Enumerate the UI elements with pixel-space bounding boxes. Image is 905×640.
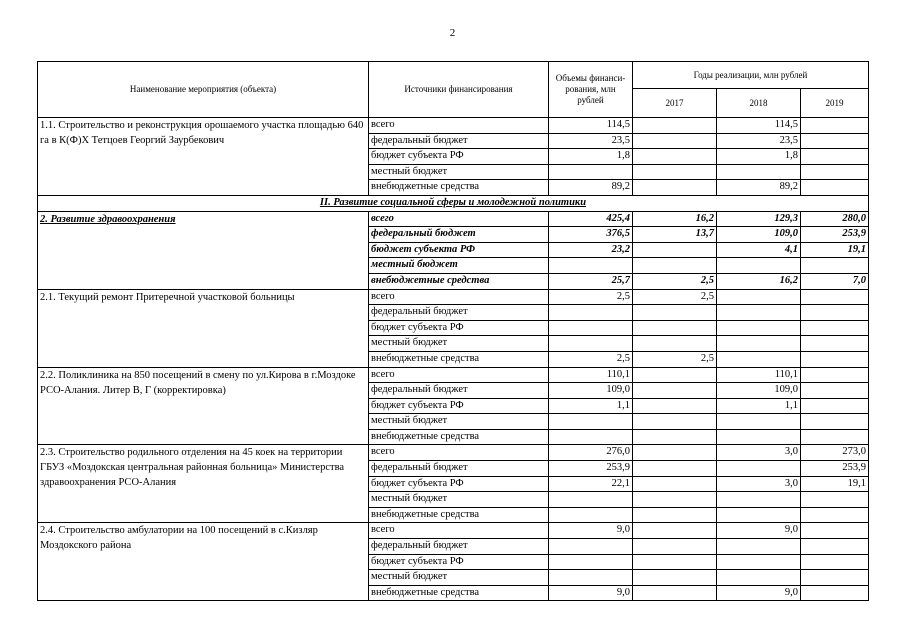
funding-source: федеральный бюджет (369, 461, 549, 477)
value-y2018: 4,1 (717, 242, 801, 258)
header-row (38, 62, 869, 89)
value-y2018 (717, 554, 801, 570)
funding-source: внебюджетные средства (369, 180, 549, 196)
value-y2019 (801, 118, 869, 134)
funding-source: всего (369, 445, 549, 461)
value-total: 22,1 (549, 476, 633, 492)
value-y2019 (801, 398, 869, 414)
value-y2018 (717, 507, 801, 523)
measure-name: 2. Развитие здравоохранения (38, 211, 369, 289)
value-y2018 (717, 492, 801, 508)
funding-source: бюджет субъекта РФ (369, 320, 549, 336)
value-y2017 (633, 149, 717, 165)
value-total: 23,5 (549, 133, 633, 149)
header-year-2019: 2019 (801, 89, 869, 118)
funding-source: всего (369, 211, 549, 227)
value-y2017 (633, 133, 717, 149)
value-y2018: 89,2 (717, 180, 801, 196)
value-y2018 (717, 539, 801, 555)
funding-source: местный бюджет (369, 336, 549, 352)
value-y2018 (717, 461, 801, 477)
value-y2018 (717, 570, 801, 586)
funding-source: бюджет субъекта РФ (369, 554, 549, 570)
funding-source: местный бюджет (369, 258, 549, 274)
funding-source: бюджет субъекта РФ (369, 476, 549, 492)
value-y2019 (801, 507, 869, 523)
value-y2019 (801, 429, 869, 445)
value-y2019: 273,0 (801, 445, 869, 461)
funding-source: федеральный бюджет (369, 383, 549, 399)
value-y2018: 1,1 (717, 398, 801, 414)
table-row (38, 367, 869, 383)
value-y2018 (717, 414, 801, 430)
table-row (38, 289, 869, 305)
value-y2019 (801, 258, 869, 274)
funding-source: внебюджетные средства (369, 507, 549, 523)
header-year-2018: 2018 (717, 89, 801, 118)
funding-source: бюджет субъекта РФ (369, 242, 549, 258)
value-total (549, 539, 633, 555)
value-y2017: 2,5 (633, 289, 717, 305)
value-y2019 (801, 336, 869, 352)
value-total: 2,5 (549, 289, 633, 305)
value-y2019 (801, 585, 869, 601)
value-y2018: 129,3 (717, 211, 801, 227)
measure-name: 2.4. Строительство амбулатории на 100 посещений в с.Кизляр Моздокского района (38, 523, 369, 601)
funding-source: внебюджетные средства (369, 585, 549, 601)
value-y2017 (633, 476, 717, 492)
value-y2018 (717, 336, 801, 352)
value-y2019 (801, 180, 869, 196)
funding-source: всего (369, 118, 549, 134)
value-total: 1,1 (549, 398, 633, 414)
value-y2018 (717, 258, 801, 274)
value-y2019: 253,9 (801, 227, 869, 243)
value-y2018: 109,0 (717, 383, 801, 399)
value-y2019: 19,1 (801, 242, 869, 258)
value-total: 110,1 (549, 367, 633, 383)
table-body (38, 62, 869, 601)
funding-source: местный бюджет (369, 570, 549, 586)
value-y2019 (801, 351, 869, 367)
value-total: 25,7 (549, 273, 633, 289)
funding-source: всего (369, 289, 549, 305)
value-y2018 (717, 164, 801, 180)
measure-name: 2.3. Строительство родильного отделения на 45 коек на территории ГБУЗ «Моздокская центральная районная больница» Министерства здравоохранения РСО-Алания (38, 445, 369, 523)
value-y2017 (633, 461, 717, 477)
value-total (549, 570, 633, 586)
value-y2019 (801, 149, 869, 165)
value-y2018: 9,0 (717, 523, 801, 539)
funding-source: бюджет субъекта РФ (369, 149, 549, 165)
value-y2019 (801, 164, 869, 180)
value-y2017 (633, 180, 717, 196)
table-row (38, 118, 869, 134)
value-y2017 (633, 492, 717, 508)
value-total: 253,9 (549, 461, 633, 477)
measure-name: 2.2. Поликлиника на 850 посещений в смену по ул.Кирова в г.Моздоке РСО-Алания. Литер В, Г (корректировка) (38, 367, 369, 445)
value-y2018 (717, 320, 801, 336)
funding-source: внебюджетные средства (369, 351, 549, 367)
value-y2018: 16,2 (717, 273, 801, 289)
value-total (549, 305, 633, 321)
funding-source: внебюджетные средства (369, 273, 549, 289)
funding-source: местный бюджет (369, 492, 549, 508)
value-total: 376,5 (549, 227, 633, 243)
value-y2017 (633, 585, 717, 601)
header-volume: Объемы финанси-рования, млн рублей (549, 62, 633, 118)
value-y2018: 110,1 (717, 367, 801, 383)
value-y2017 (633, 554, 717, 570)
value-y2018 (717, 305, 801, 321)
value-y2019: 253,9 (801, 461, 869, 477)
value-total (549, 320, 633, 336)
value-y2018: 109,0 (717, 227, 801, 243)
funding-source: местный бюджет (369, 414, 549, 430)
value-y2017 (633, 258, 717, 274)
value-y2017 (633, 429, 717, 445)
value-total: 425,4 (549, 211, 633, 227)
value-y2018: 3,0 (717, 476, 801, 492)
value-y2017 (633, 445, 717, 461)
value-y2017 (633, 523, 717, 539)
value-y2019 (801, 305, 869, 321)
section-title: II. Развитие социальной сферы и молодежной политики (38, 195, 869, 211)
value-y2017 (633, 336, 717, 352)
funding-source: всего (369, 367, 549, 383)
funding-source: федеральный бюджет (369, 227, 549, 243)
value-y2019 (801, 133, 869, 149)
value-y2018: 3,0 (717, 445, 801, 461)
funding-source: местный бюджет (369, 164, 549, 180)
value-y2017: 2,5 (633, 273, 717, 289)
value-y2019 (801, 554, 869, 570)
value-y2019: 280,0 (801, 211, 869, 227)
funding-source: федеральный бюджет (369, 305, 549, 321)
section-row (38, 195, 869, 211)
value-y2019 (801, 523, 869, 539)
value-total: 89,2 (549, 180, 633, 196)
value-y2019 (801, 414, 869, 430)
value-y2019 (801, 570, 869, 586)
value-y2019 (801, 367, 869, 383)
header-name: Наименование мероприятия (объекта) (38, 62, 369, 118)
value-y2017 (633, 570, 717, 586)
value-y2019 (801, 320, 869, 336)
value-total (549, 507, 633, 523)
value-total (549, 429, 633, 445)
value-y2019 (801, 492, 869, 508)
funding-source: бюджет субъекта РФ (369, 398, 549, 414)
value-y2019: 19,1 (801, 476, 869, 492)
value-total: 9,0 (549, 585, 633, 601)
measure-name: 1.1. Строительство и реконструкция орошаемого участка площадью 640 га в К(Ф)Х Тетцоев Георгий Заурбекович (38, 118, 369, 196)
value-y2018: 9,0 (717, 585, 801, 601)
value-y2017 (633, 507, 717, 523)
value-y2018 (717, 429, 801, 445)
value-total (549, 336, 633, 352)
value-y2018: 114,5 (717, 118, 801, 134)
value-y2019 (801, 383, 869, 399)
financing-table (37, 61, 869, 601)
value-total: 2,5 (549, 351, 633, 367)
funding-source: федеральный бюджет (369, 133, 549, 149)
value-total: 23,2 (549, 242, 633, 258)
value-total (549, 492, 633, 508)
value-total: 109,0 (549, 383, 633, 399)
value-y2017 (633, 118, 717, 134)
value-y2017 (633, 539, 717, 555)
measure-name: 2.1. Текущий ремонт Притеречной участковой больницы (38, 289, 369, 367)
value-y2018: 23,5 (717, 133, 801, 149)
value-total: 114,5 (549, 118, 633, 134)
value-y2017 (633, 414, 717, 430)
value-y2018 (717, 351, 801, 367)
header-source: Источники финансирования (369, 62, 549, 118)
value-total (549, 414, 633, 430)
value-total (549, 258, 633, 274)
value-y2017 (633, 242, 717, 258)
funding-source: внебюджетные средства (369, 429, 549, 445)
funding-source: всего (369, 523, 549, 539)
value-total: 1,8 (549, 149, 633, 165)
table-row (38, 445, 869, 461)
header-year-2017: 2017 (633, 89, 717, 118)
value-y2017: 16,2 (633, 211, 717, 227)
value-y2017 (633, 164, 717, 180)
value-total (549, 164, 633, 180)
page-number: 2 (449, 27, 456, 39)
value-y2019: 7,0 (801, 273, 869, 289)
value-y2018: 1,8 (717, 149, 801, 165)
value-total: 276,0 (549, 445, 633, 461)
value-y2017 (633, 398, 717, 414)
value-total (549, 554, 633, 570)
value-total: 9,0 (549, 523, 633, 539)
table-row (38, 211, 869, 227)
value-y2017 (633, 305, 717, 321)
table-row (38, 523, 869, 539)
value-y2017 (633, 320, 717, 336)
value-y2017: 2,5 (633, 351, 717, 367)
value-y2018 (717, 289, 801, 305)
value-y2019 (801, 539, 869, 555)
value-y2017: 13,7 (633, 227, 717, 243)
value-y2019 (801, 289, 869, 305)
funding-source: федеральный бюджет (369, 539, 549, 555)
value-y2017 (633, 367, 717, 383)
value-y2017 (633, 383, 717, 399)
header-years: Годы реализации, млн рублей (633, 62, 869, 89)
